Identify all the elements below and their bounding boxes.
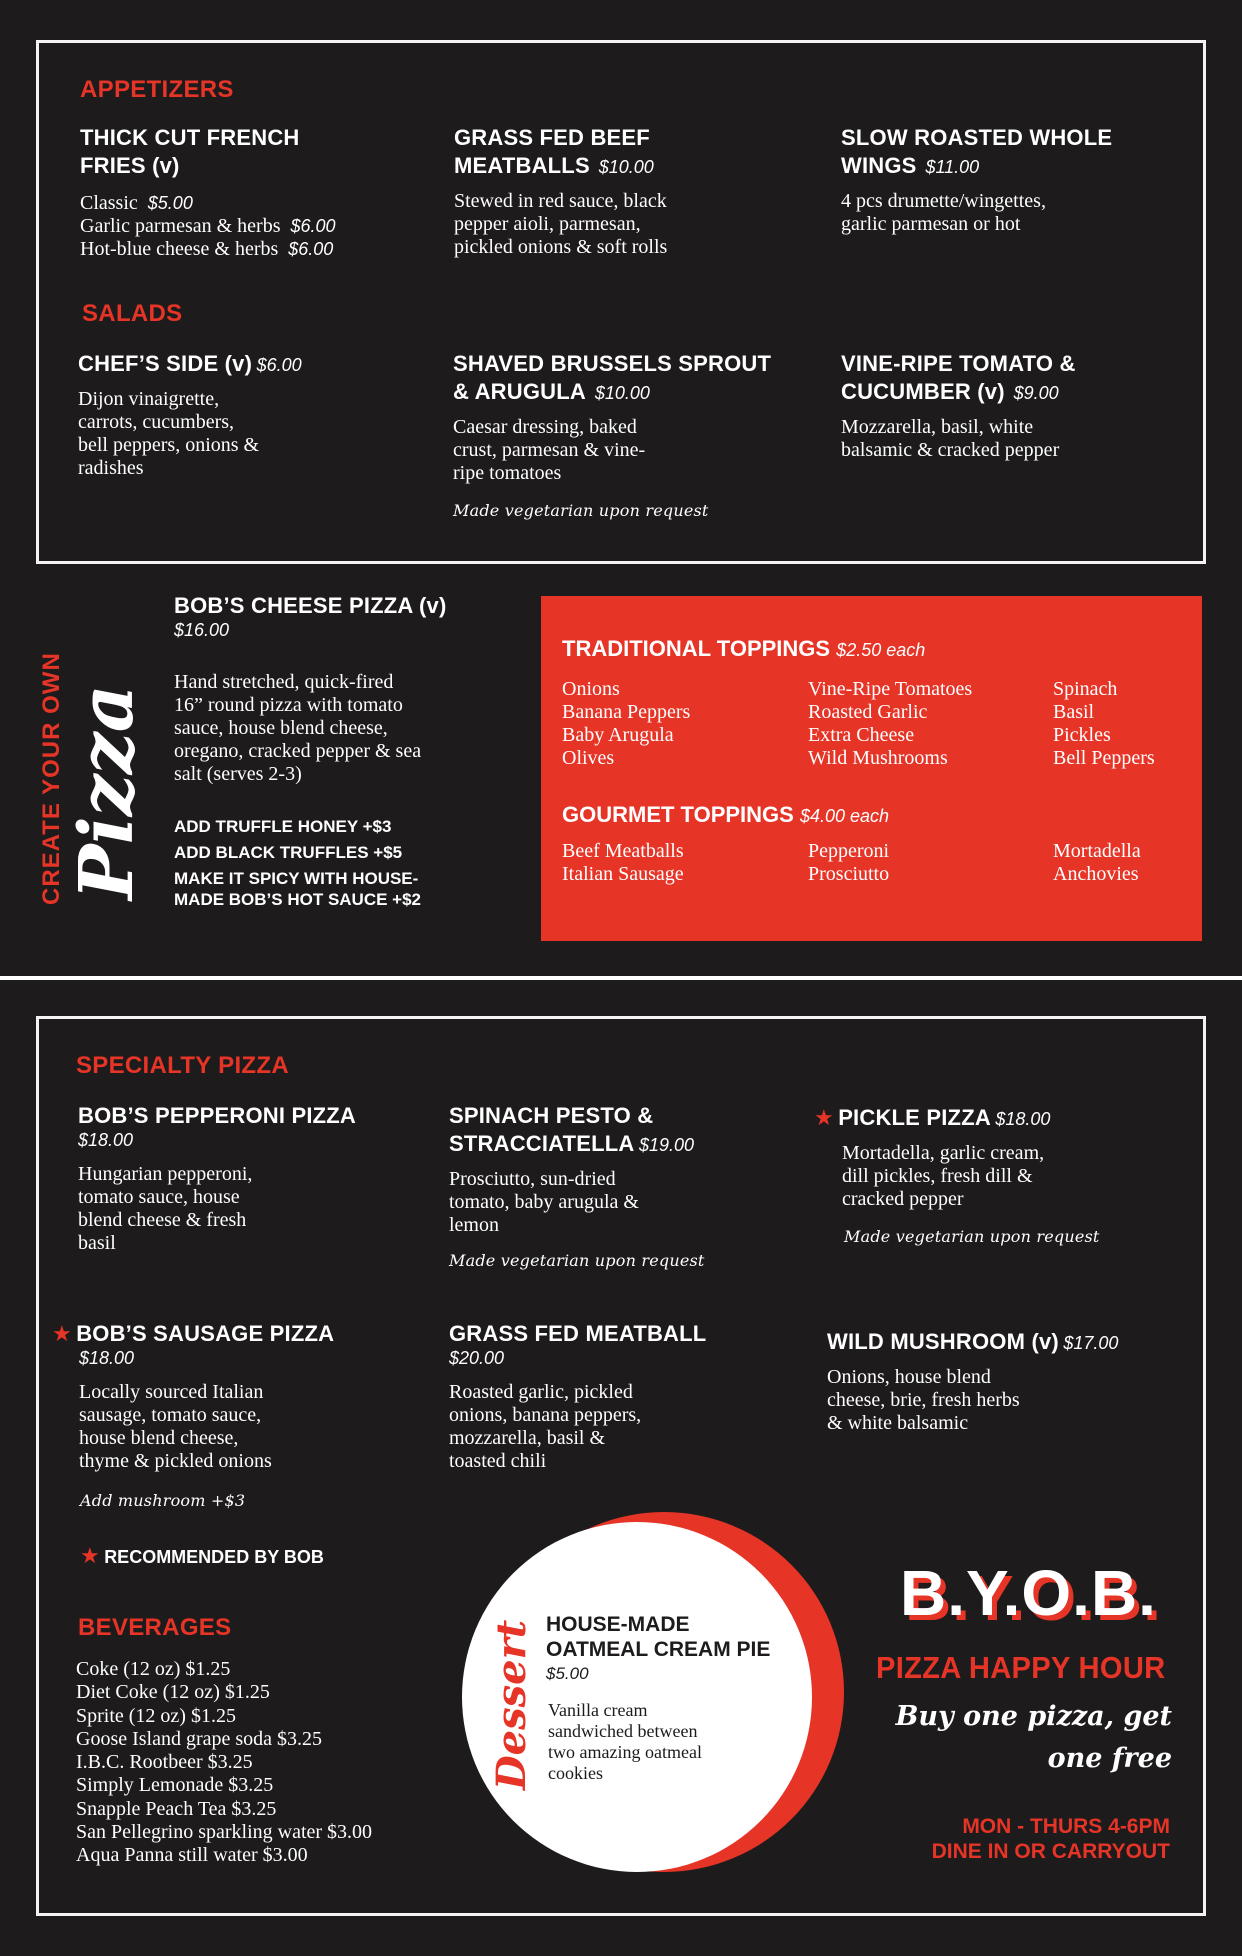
pickle-note: Made vegetarian upon request [844,1227,1100,1246]
fries-name: THICK CUT FRENCH [80,125,300,150]
sausage-desc: Locally sourced Italian sausage, tomato sauce, house blend cheese, thyme & pickled onions [79,1381,272,1472]
pickle-price: $18.00 [995,1109,1051,1129]
chefs-side-desc: Dijon vinaigrette, carrots, cucumbers, bell peppers, onions & radishes [78,388,260,479]
meatballs-desc: Stewed in red sauce, black pepper aioli, parmesan, pickled onions & soft rolls [454,190,668,258]
traditional-toppings-price: $2.50 each [836,640,926,660]
pepperoni-desc: Hungarian pepperoni, tomato sauce, house blend cheese & fresh basil [78,1163,253,1254]
pesto-item [449,1102,789,1270]
tomato-name: VINE-RIPE TOMATO & [841,351,1076,376]
brussels-price: $10.00 [594,383,650,403]
mushroom-name: WILD MUSHROOM (v) [827,1329,1059,1354]
addon-black-truffles: ADD BLACK TRUFFLES +$5 [174,843,403,862]
addon-hot-sauce-2: MADE BOB’S HOT SAUCE +$2 [174,890,422,909]
beverages-list [76,1658,372,1868]
chefs-side-name: CHEF’S SIDE (v) [78,351,253,376]
list-item: Simply Lemonade $3.25 [76,1774,274,1797]
create-your-own-label: CREATE YOUR OWN [38,652,65,905]
pizza-script-word: Pizza [64,684,150,900]
brussels-desc: Caesar dressing, baked crust, parmesan & vine- ripe tomatoes [453,416,646,484]
chefs-side-item [78,350,408,480]
gourmet-col-3: Mortadella Anchovies [1053,840,1141,885]
mushroom-desc: Onions, house blend cheese, brie, fresh herbs & white balsamic [827,1366,1020,1434]
pepperoni-item [78,1102,398,1255]
brussels-note: Made vegetarian upon request [453,501,709,520]
mushroom-price: $17.00 [1063,1333,1119,1353]
dessert-desc: Vanilla cream sandwiched between two amazing oatmeal cookies [548,1700,702,1783]
pizza-addons [174,816,524,910]
list-item: Snapple Peach Tea $3.25 [76,1797,277,1820]
meatballs-name-2: MEATBALLS [454,153,590,178]
pesto-name: SPINACH PESTO & [449,1103,654,1128]
pepperoni-name: BOB’S PEPPERONI PIZZA [78,1103,357,1128]
gourmet-col-1: Beef Meatballs Italian Sausage [562,840,684,885]
traditional-toppings-title: TRADITIONAL TOPPINGS $2.50 each [562,636,926,661]
chefs-side-price: $6.00 [256,355,302,375]
list-item: San Pellegrino sparkling water $3.00 [76,1821,373,1844]
meatball-pizza-item [449,1320,769,1473]
beverages-title: BEVERAGES [78,1614,232,1641]
traditional-col-2: Vine-Ripe Tomatoes Roasted Garlic Extra Cheese Wild Mushrooms [808,678,973,769]
fries-options [80,192,420,261]
wings-desc: 4 pcs drumette/wingettes, garlic parmesan or hot [841,190,1046,235]
sausage-item [52,1320,412,1510]
gourmet-col-2: Pepperoni Prosciutto [808,840,890,885]
traditional-col-3: Spinach Basil Pickles Bell Peppers [1053,678,1155,769]
dessert-price: $5.00 [546,1664,589,1683]
dessert-name: HOUSE-MADE OATMEAL CREAM PIE [546,1613,771,1661]
mushroom-item [827,1328,1167,1435]
cheese-pizza-name: BOB’S CHEESE PIZZA (v) [174,593,447,618]
appetizers-title: APPETIZERS [80,76,234,103]
fries-option: Hot-blue cheese & herbs $6.00 [80,238,334,260]
gourmet-toppings-price: $4.00 each [799,806,890,826]
happy-hour-title: PIZZA HAPPY HOUR [876,1650,1166,1685]
meatballs-name: GRASS FED BEEF [454,125,650,150]
tomato-desc: Mozzarella, basil, white balsamic & cracked pepper [841,416,1060,461]
pickle-name: PICKLE PIZZA [838,1105,991,1130]
sausage-price: $18.00 [79,1348,135,1368]
recommended-star-icon: ★ [52,1321,72,1346]
dessert-script-word: Dessert [488,1619,535,1790]
recommended-label: RECOMMENDED BY BOB [104,1547,324,1567]
brussels-item [453,350,823,520]
pickle-desc: Mortadella, garlic cream, dill pickles, fresh dill & cracked pepper [842,1142,1045,1210]
meatballs-price: $10.00 [598,157,654,177]
recommended-legend [80,1543,324,1569]
happy-hour-times: MON - THURS 4-6PM DINE IN OR CARRYOUT [931,1815,1170,1863]
pickle-item [814,1104,1184,1246]
gourmet-toppings-title: GOURMET TOPPINGS $4.00 each [562,802,890,827]
pesto-price: $19.00 [638,1135,695,1155]
list-item: I.B.C. Rootbeer $3.25 [76,1751,253,1774]
wings-name-2: WINGS [841,153,917,178]
brussels-name-2: & ARUGULA [453,379,586,404]
wings-name: SLOW ROASTED WHOLE [841,125,1113,150]
addon-hot-sauce: MAKE IT SPICY WITH HOUSE- [174,869,419,888]
list-item: Sprite (12 oz) $1.25 [76,1704,236,1727]
tomato-price: $9.00 [1013,383,1059,403]
sausage-name: BOB’S SAUSAGE PIZZA [76,1321,335,1346]
recommended-star-icon: ★ [814,1105,834,1130]
tomato-name-2: CUCUMBER (v) [841,379,1005,404]
wings-price: $11.00 [925,157,980,177]
cheese-pizza-desc: Hand stretched, quick-fired 16” round pizza with tomato sauce, house blend cheese, oregano, cracked pepper & sea salt (serves 2-3) [174,671,422,785]
wings-item [841,124,1181,236]
fries-name-2: FRIES (v) [80,153,180,178]
recommended-star-icon: ★ [80,1543,100,1568]
meatballs-item [454,124,774,259]
traditional-col-1: Onions Banana Peppers Baby Arugula Olives [562,678,691,769]
list-item: Goose Island grape soda $3.25 [76,1727,323,1750]
tomato-item [841,350,1181,462]
sausage-note: Add mushroom +$3 [80,1491,246,1510]
fries-option: Classic $5.00 [80,192,193,214]
meatball-pizza-desc: Roasted garlic, pickled onions, banana peppers, mozzarella, basil & toasted chili [449,1381,642,1472]
brussels-name: SHAVED BRUSSELS SPROUT [453,351,772,376]
fries-item [80,124,420,261]
cheese-pizza-item [174,592,524,910]
specialty-pizza-title: SPECIALTY PIZZA [76,1052,289,1079]
meatball-pizza-price: $20.00 [449,1348,505,1368]
pesto-note: Made vegetarian upon request [449,1251,705,1270]
byob-logo: B.Y.O.B. [900,1557,1157,1629]
cheese-pizza-price: $16.00 [174,620,230,640]
list-item: Aqua Panna still water $3.00 [76,1844,308,1867]
fries-option: Garlic parmesan & herbs $6.00 [80,215,336,237]
list-item: Coke (12 oz) $1.25 [76,1658,231,1680]
salads-title: SALADS [82,300,183,327]
pesto-desc: Prosciutto, sun-dried tomato, baby arugula & lemon [449,1168,639,1236]
pesto-name-2: STRACCIATELLA [449,1131,635,1156]
meatball-pizza-name: GRASS FED MEATBALL [449,1321,707,1346]
list-item: Diet Coke (12 oz) $1.25 [76,1681,270,1704]
bogo-offer: Buy one pizza, get one free [895,1701,1172,1774]
pepperoni-price: $18.00 [78,1130,134,1150]
addon-truffle-honey: ADD TRUFFLE HONEY +$3 [174,817,392,836]
toppings-box [541,596,1202,941]
